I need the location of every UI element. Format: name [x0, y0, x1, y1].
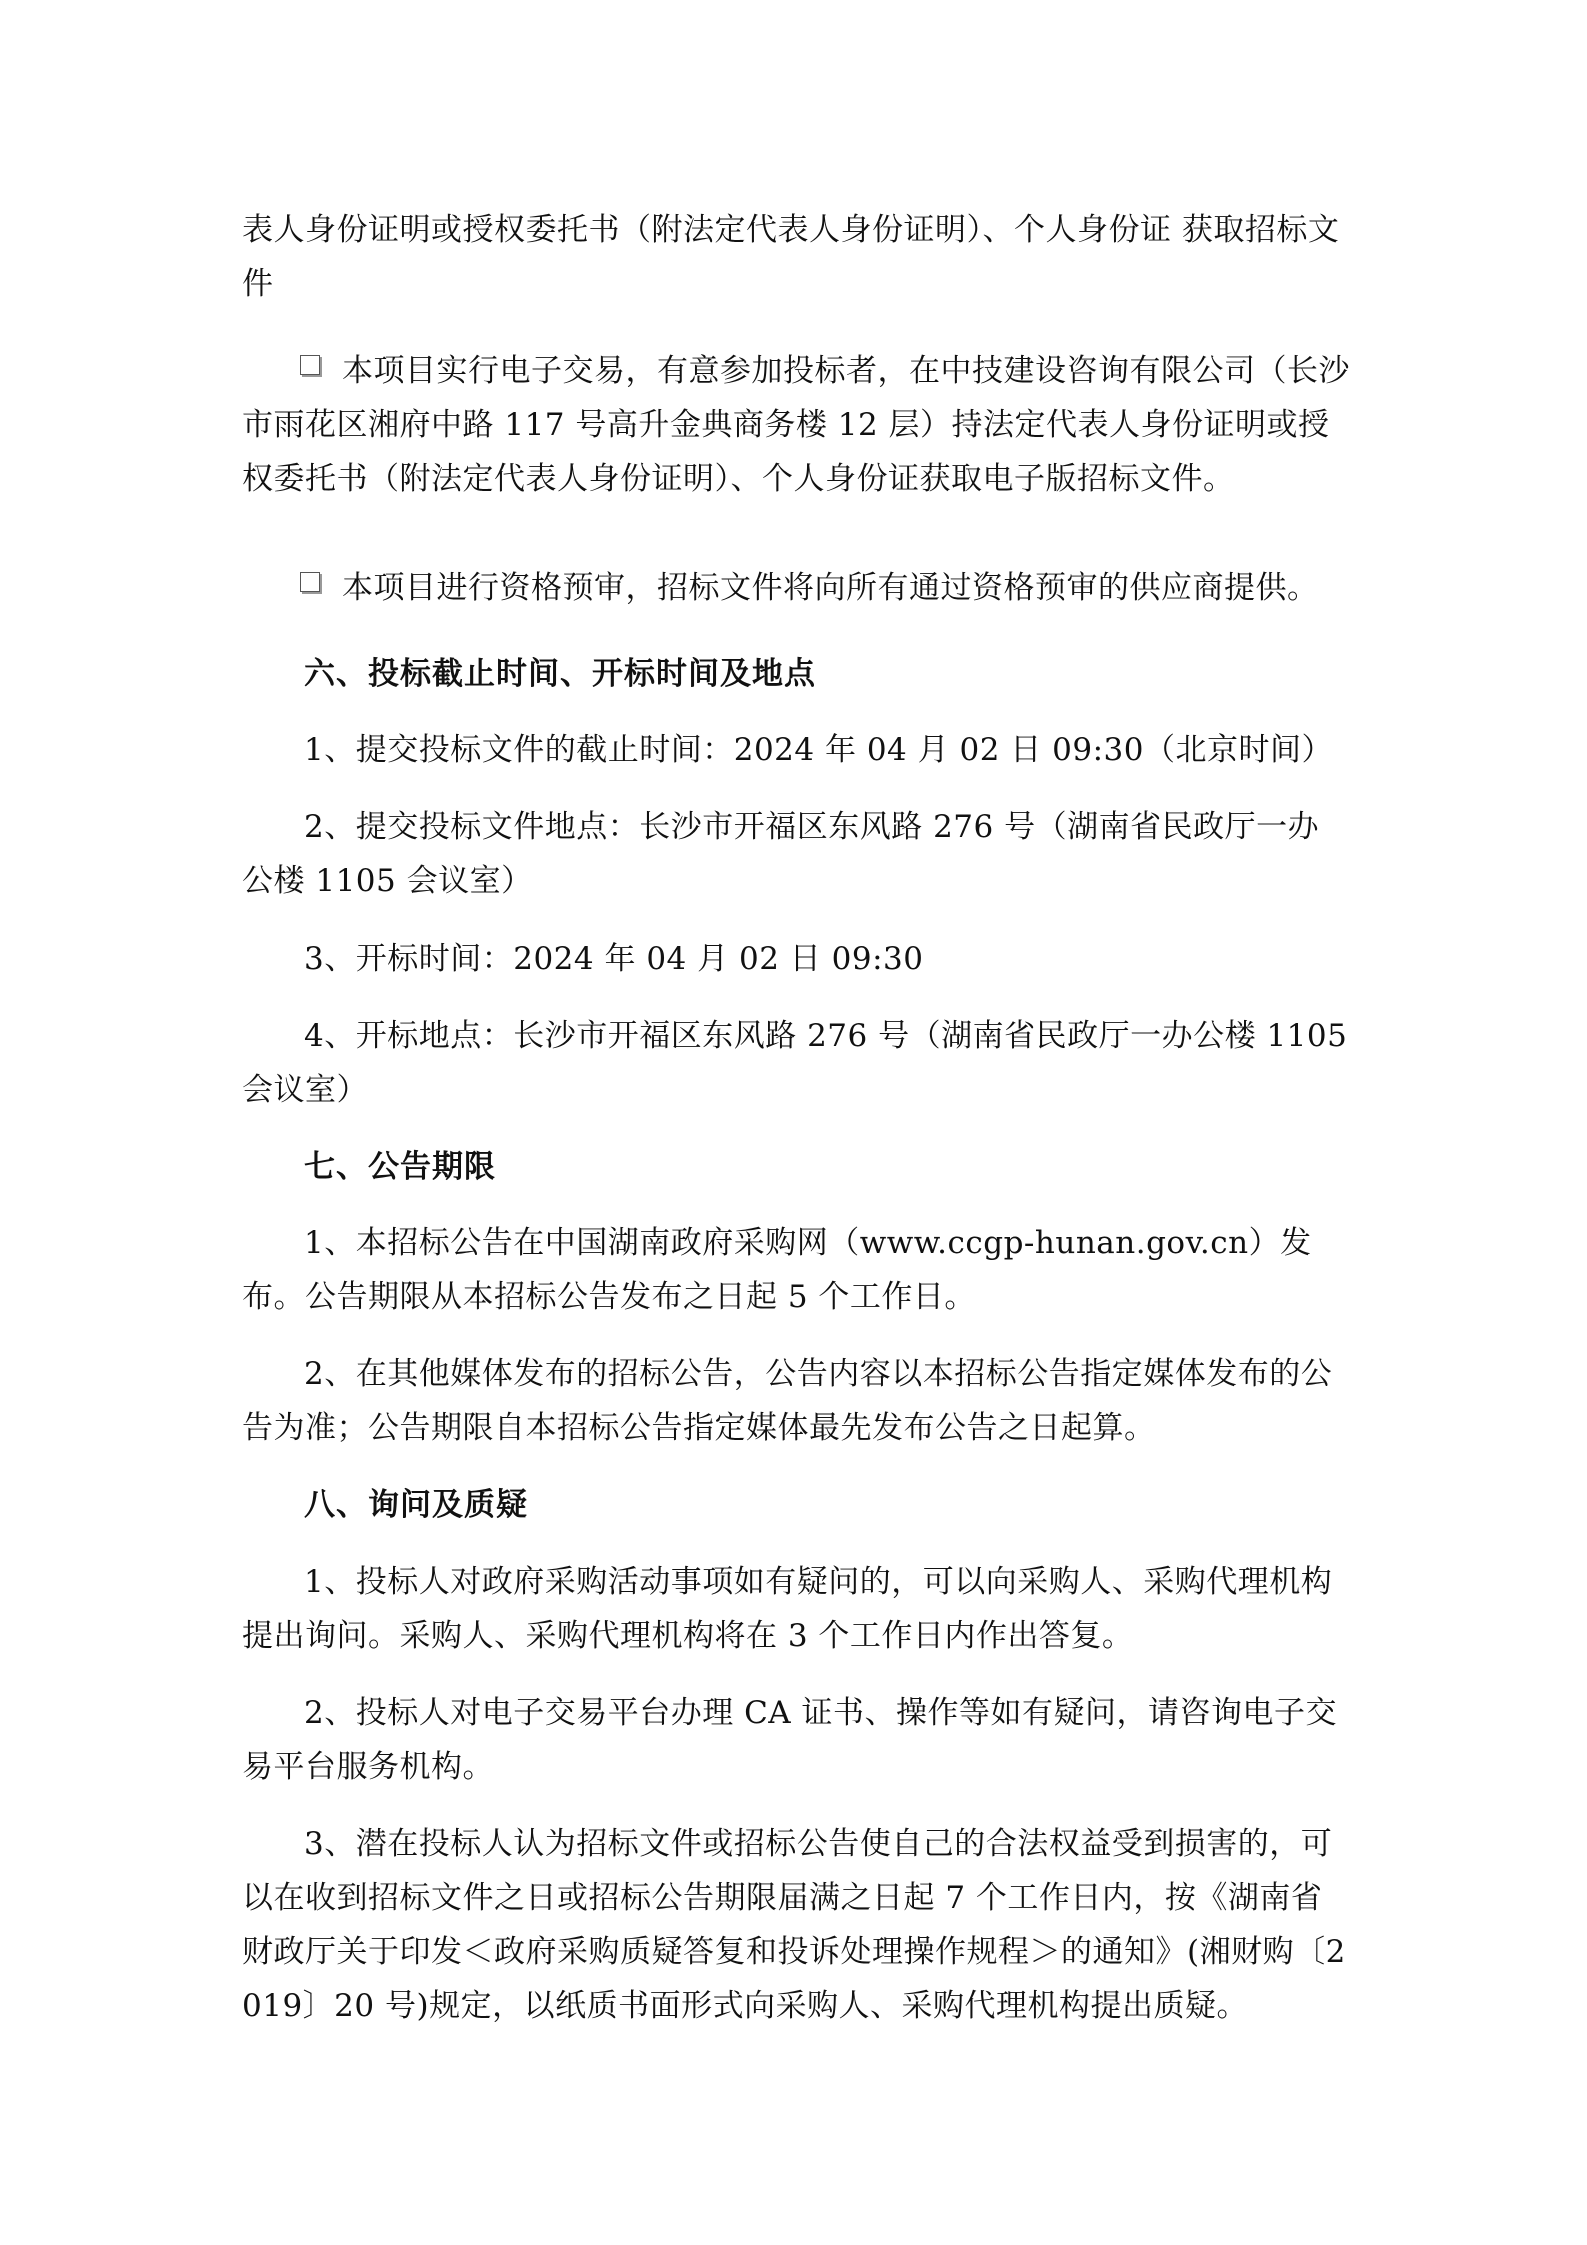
section-heading-7: 七、公告期限 [304, 1149, 496, 1185]
option-electronic-trading-text: 本项目实行电子交易，有意参加投标者，在中技建设咨询有限公司（长沙市雨花区湘府中路 117 号高升金典商务楼 12 层）持法定代表人身份证明或授权委托书（附法定代表人身份证明）、个人身份证获取电子版招标文件。 [242, 353, 1350, 497]
item-submission-location: 2、提交投标文件地点：长沙市开福区东风路 276 号（湖南省民政厅一办公楼 1105 会议室） [242, 809, 1320, 899]
item-notice-publication: 1、本招标公告在中国湖南政府采购网（www.ccgp-hunan.gov.cn）发布。公告期限从本招标公告发布之日起 5 个工作日。 [242, 1225, 1312, 1315]
item-inquiry: 1、投标人对政府采购活动事项如有疑问的，可以向采购人、采购代理机构提出询问。采购人、采购代理机构将在 3 个工作日内作出答复。 [242, 1564, 1333, 1654]
option-prequalification-text: 本项目进行资格预审，招标文件将向所有通过资格预审的供应商提供。 [342, 570, 1319, 606]
section-heading-8: 八、询问及质疑 [304, 1487, 528, 1523]
item-opening-time: 3、开标时间：2024 年 04 月 02 日 09:30 [304, 941, 924, 977]
item-deadline: 1、提交投标文件的截止时间：2024 年 04 月 02 日 09:30（北京时间） [304, 732, 1333, 768]
section-heading-6: 六、投标截止时间、开标时间及地点 [304, 656, 816, 692]
paragraph-obtain-docs-tail: 表人身份证明或授权委托书（附法定代表人身份证明）、个人身份证 获取招标文件 [242, 212, 1340, 302]
option-electronic-trading [242, 344, 1350, 506]
checkbox-icon[interactable] [300, 355, 320, 375]
checkbox-icon[interactable] [300, 572, 320, 592]
item-ca-certificate: 2、投标人对电子交易平台办理 CA 证书、操作等如有疑问，请咨询电子交易平台服务机构。 [242, 1695, 1338, 1785]
item-other-media: 2、在其他媒体发布的招标公告，公告内容以本招标公告指定媒体发布的公告为准；公告期限自本招标公告指定媒体最先发布公告之日起算。 [242, 1356, 1333, 1446]
item-opening-location: 4、开标地点：长沙市开福区东风路 276 号（湖南省民政厅一办公楼 1105 会议室） [242, 1018, 1348, 1108]
option-prequalification [242, 561, 1350, 615]
item-challenge: 3、潜在投标人认为招标文件或招标公告使自己的合法权益受到损害的，可以在收到招标文件之日或招标公告期限届满之日起 7 个工作日内，按《湖南省财政厅关于印发＜政府采购质疑答复和投诉处理操作规程＞的通知》(湘财购〔2019〕20 号)规定，以纸质书面形式向采购人、采购代理机构提出质疑。 [242, 1826, 1346, 2024]
